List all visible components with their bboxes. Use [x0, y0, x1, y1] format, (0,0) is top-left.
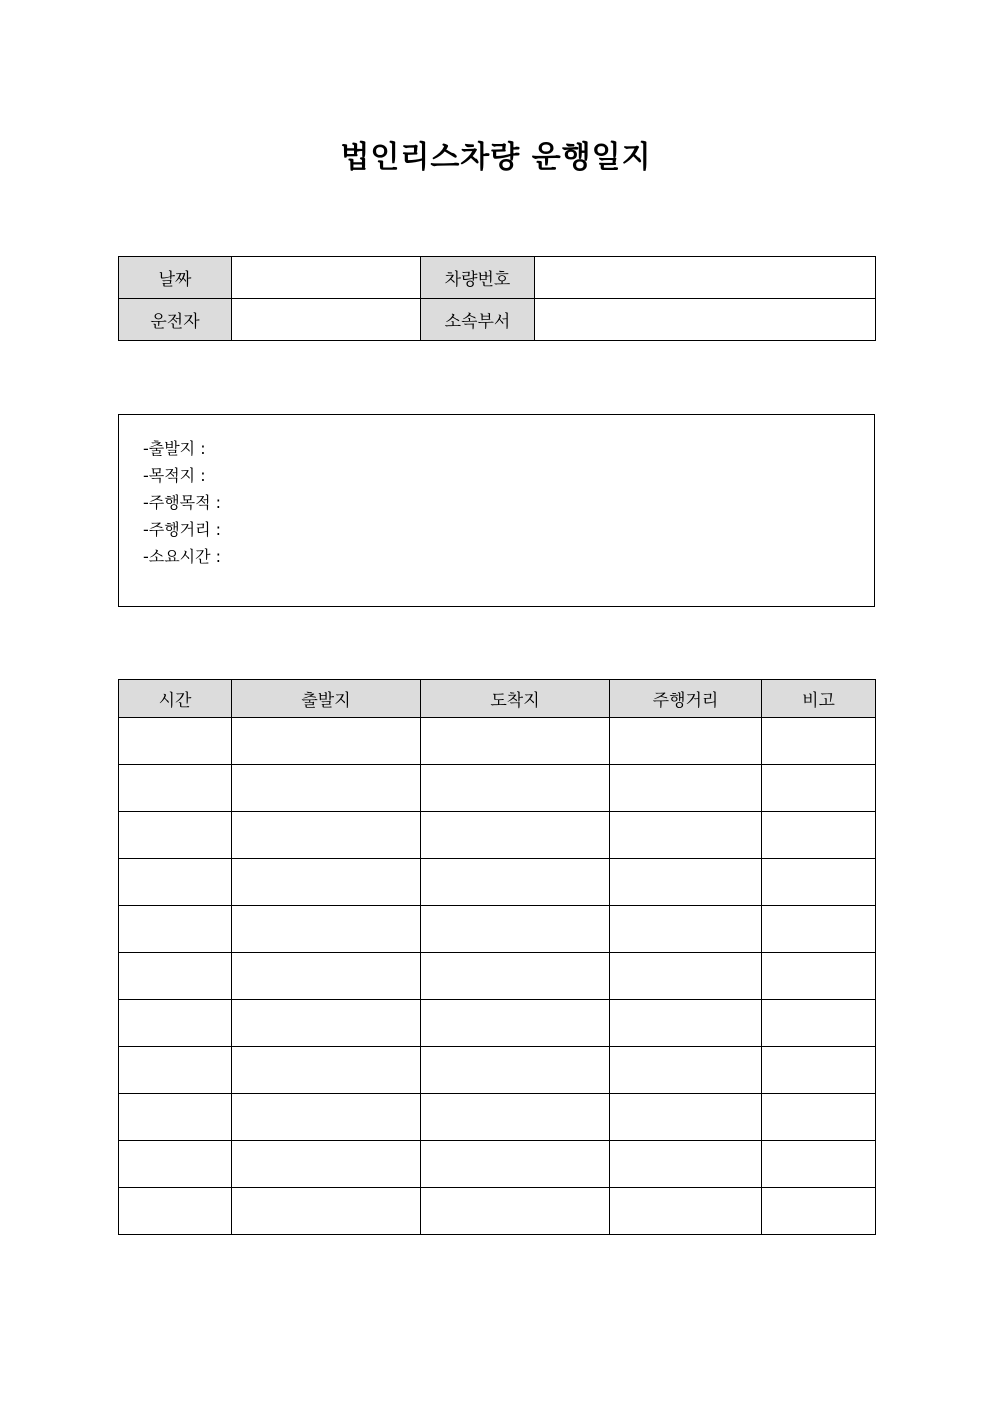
- duration-note: -소요시간 :: [143, 547, 222, 566]
- time-cell[interactable]: [119, 1188, 232, 1235]
- info-row: [119, 257, 876, 299]
- table-row: [119, 1141, 876, 1188]
- distance-cell[interactable]: [610, 1188, 762, 1235]
- departure-column-header: 출발지: [232, 680, 421, 718]
- date-label: 날짜: [119, 257, 232, 299]
- remarks-cell[interactable]: [762, 1000, 876, 1047]
- driver-label: 운전자: [119, 299, 232, 341]
- table-row: [119, 906, 876, 953]
- time-cell[interactable]: [119, 1141, 232, 1188]
- remarks-cell[interactable]: [762, 1141, 876, 1188]
- remarks-cell[interactable]: [762, 859, 876, 906]
- distance-cell[interactable]: [610, 953, 762, 1000]
- table-row: [119, 1000, 876, 1047]
- info-table: [118, 256, 876, 341]
- vehicle-number-field[interactable]: [535, 257, 876, 299]
- trip-notes-list: [119, 415, 874, 570]
- time-cell[interactable]: [119, 1047, 232, 1094]
- time-cell[interactable]: [119, 906, 232, 953]
- remarks-cell[interactable]: [762, 1047, 876, 1094]
- remarks-cell[interactable]: [762, 718, 876, 765]
- distance-note: -주행거리 :: [143, 520, 222, 539]
- arrival-cell[interactable]: [421, 765, 610, 812]
- departure-cell[interactable]: [232, 1094, 421, 1141]
- time-cell[interactable]: [119, 859, 232, 906]
- page-title: 법인리스차량 운행일지: [340, 140, 652, 175]
- department-label: 소속부서: [421, 299, 535, 341]
- time-cell[interactable]: [119, 1094, 232, 1141]
- remarks-cell[interactable]: [762, 765, 876, 812]
- distance-cell[interactable]: [610, 859, 762, 906]
- departure-cell[interactable]: [232, 1047, 421, 1094]
- department-field[interactable]: [535, 299, 876, 341]
- arrival-cell[interactable]: [421, 1141, 610, 1188]
- distance-cell[interactable]: [610, 812, 762, 859]
- arrival-cell[interactable]: [421, 1094, 610, 1141]
- departure-cell[interactable]: [232, 812, 421, 859]
- arrival-cell[interactable]: [421, 718, 610, 765]
- arrival-cell[interactable]: [421, 812, 610, 859]
- arrival-cell[interactable]: [421, 1000, 610, 1047]
- departure-cell[interactable]: [232, 718, 421, 765]
- driver-field[interactable]: [232, 299, 421, 341]
- remarks-cell[interactable]: [762, 1094, 876, 1141]
- distance-cell[interactable]: [610, 1094, 762, 1141]
- log-body: [119, 718, 876, 1235]
- table-row: [119, 1188, 876, 1235]
- remarks-cell[interactable]: [762, 812, 876, 859]
- destination-note: -목적지 :: [143, 466, 206, 485]
- distance-cell[interactable]: [610, 718, 762, 765]
- table-row: [119, 1047, 876, 1094]
- table-row: [119, 1094, 876, 1141]
- remarks-cell[interactable]: [762, 953, 876, 1000]
- departure-cell[interactable]: [232, 765, 421, 812]
- departure-cell[interactable]: [232, 906, 421, 953]
- vehicle-number-label: 차량번호: [421, 257, 535, 299]
- remarks-cell[interactable]: [762, 906, 876, 953]
- arrival-cell[interactable]: [421, 859, 610, 906]
- trip-notes-box[interactable]: [118, 414, 875, 607]
- time-cell[interactable]: [119, 718, 232, 765]
- time-cell[interactable]: [119, 953, 232, 1000]
- time-cell[interactable]: [119, 812, 232, 859]
- purpose-note: -주행목적 :: [143, 493, 222, 512]
- arrival-cell[interactable]: [421, 906, 610, 953]
- date-field[interactable]: [232, 257, 421, 299]
- arrival-column-header: 도착지: [421, 680, 610, 718]
- distance-cell[interactable]: [610, 1047, 762, 1094]
- departure-cell[interactable]: [232, 1141, 421, 1188]
- departure-cell[interactable]: [232, 1000, 421, 1047]
- table-row: [119, 765, 876, 812]
- departure-cell[interactable]: [232, 1188, 421, 1235]
- arrival-cell[interactable]: [421, 1047, 610, 1094]
- table-row: [119, 953, 876, 1000]
- departure-cell[interactable]: [232, 953, 421, 1000]
- departure-cell[interactable]: [232, 859, 421, 906]
- departure-note: -출발지 :: [143, 439, 206, 458]
- table-row: [119, 812, 876, 859]
- distance-column-header: 주행거리: [610, 680, 762, 718]
- distance-cell[interactable]: [610, 906, 762, 953]
- time-cell[interactable]: [119, 765, 232, 812]
- remarks-cell[interactable]: [762, 1188, 876, 1235]
- arrival-cell[interactable]: [421, 1188, 610, 1235]
- time-column-header: 시간: [119, 680, 232, 718]
- distance-cell[interactable]: [610, 1141, 762, 1188]
- arrival-cell[interactable]: [421, 953, 610, 1000]
- log-header-row: [119, 680, 876, 718]
- table-row: [119, 859, 876, 906]
- driving-log-table: [118, 679, 876, 1235]
- remarks-column-header: 비고: [762, 680, 876, 718]
- distance-cell[interactable]: [610, 1000, 762, 1047]
- distance-cell[interactable]: [610, 765, 762, 812]
- time-cell[interactable]: [119, 1000, 232, 1047]
- info-row: [119, 299, 876, 341]
- table-row: [119, 718, 876, 765]
